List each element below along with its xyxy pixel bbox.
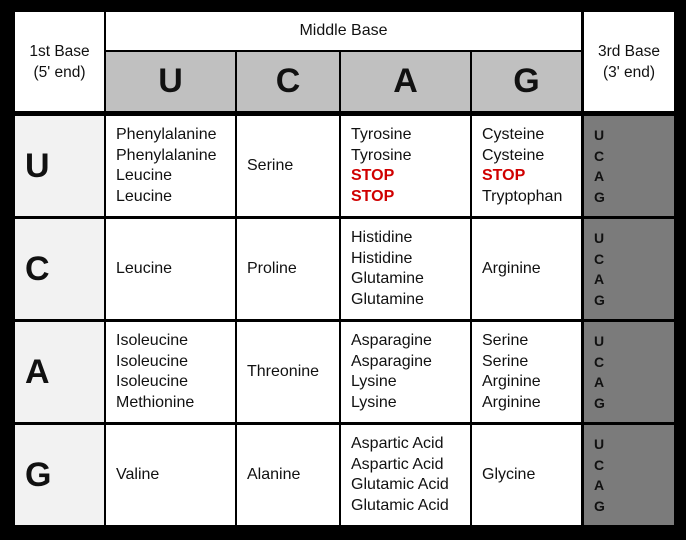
amino-acid: Leucine <box>116 259 173 277</box>
amino-acid: Cysteine <box>482 126 545 143</box>
amino-acid: Glutamine <box>351 290 424 308</box>
third-letter: C <box>594 456 605 473</box>
codon-cell-gg <box>472 425 581 525</box>
amino-acid: Phenylalanine <box>116 146 217 164</box>
middle-base-label: Middle Base <box>299 22 388 39</box>
third-base-end-label: (3' end) <box>602 63 656 81</box>
third-letter: A <box>594 374 605 390</box>
codon-cell-gc <box>237 425 339 525</box>
codon-cell-cg <box>472 219 581 319</box>
middle-letter: A <box>393 62 418 100</box>
third-letter: G <box>594 188 605 205</box>
first-letter: A <box>25 352 50 391</box>
amino-acid: Aspartic Acid <box>351 455 444 473</box>
amino-acid: Serine <box>482 332 529 349</box>
amino-acid: Cysteine <box>482 146 545 164</box>
amino-acid: Threonine <box>247 362 320 380</box>
amino-acid: Asparagine <box>351 332 432 349</box>
middle-letter: G <box>513 62 540 100</box>
first-letter: G <box>25 455 52 494</box>
amino-acid: Tryptophan <box>482 187 563 205</box>
middle-base-g-header <box>472 52 581 111</box>
amino-acid: Glutamine <box>351 270 424 287</box>
amino-acid: Phenylalanine <box>116 126 217 143</box>
codon-cell-ca <box>341 219 470 319</box>
amino-acid: Asparagine <box>351 352 432 370</box>
third-base-header <box>584 12 674 111</box>
amino-acid: Leucine <box>116 187 173 205</box>
third-letter: G <box>594 291 605 308</box>
amino-acid: Tyrosine <box>351 126 412 143</box>
third-base-label: 3rd Base <box>597 42 661 60</box>
third-letter: C <box>594 147 605 164</box>
amino-acid: Alanine <box>247 465 301 483</box>
codon-cell-cc <box>237 219 339 319</box>
amino-acid: Isoleucine <box>116 373 189 390</box>
first-base-label: 1st Base <box>29 42 90 60</box>
third-letter: C <box>594 353 605 370</box>
first-base-g <box>15 425 104 525</box>
middle-base-c-header <box>237 52 339 111</box>
amino-acid: Lysine <box>351 393 397 411</box>
amino-acid: Histidine <box>351 249 413 267</box>
middle-base-u-header <box>106 52 235 111</box>
third-letter: U <box>594 333 605 349</box>
third-letter: A <box>594 271 605 287</box>
amino-acid: Glutamic Acid <box>351 476 449 493</box>
first-letter: C <box>25 249 50 288</box>
amino-acid: Histidine <box>351 229 413 246</box>
third-letter: A <box>594 168 605 184</box>
amino-acid: Lysine <box>351 373 397 390</box>
third-letter: G <box>594 497 605 514</box>
stop-codon: STOP <box>351 167 395 184</box>
codon-cell-ga <box>341 425 470 525</box>
middle-letter: U <box>158 62 183 100</box>
middle-base-header <box>106 12 581 50</box>
codon-cell-ug <box>472 116 581 216</box>
first-base-a <box>15 322 104 422</box>
amino-acid: Glutamic Acid <box>351 496 449 514</box>
amino-acid: Serine <box>247 156 294 174</box>
third-base-cell-u <box>584 116 674 216</box>
first-letter: U <box>25 146 50 185</box>
codon-cell-ua <box>341 116 470 216</box>
third-letter: U <box>594 436 605 452</box>
codon-cell-uu <box>106 116 235 216</box>
amino-acid: Aspartic Acid <box>351 435 444 452</box>
amino-acid: Leucine <box>116 167 173 184</box>
third-base-cell-c <box>584 219 674 319</box>
third-letter: G <box>594 394 605 411</box>
first-base-u <box>15 116 104 216</box>
codon-cell-uc <box>237 116 339 216</box>
amino-acid: Arginine <box>482 259 541 277</box>
amino-acid: Arginine <box>482 373 541 390</box>
amino-acid: Serine <box>482 352 529 370</box>
stop-codon: STOP <box>482 167 526 184</box>
codon-cell-cu <box>106 219 235 319</box>
third-letter: U <box>594 230 605 246</box>
amino-acid: Valine <box>116 465 160 483</box>
amino-acid: Methionine <box>116 393 195 411</box>
codon-cell-ac <box>237 322 339 422</box>
codon-cell-gu <box>106 425 235 525</box>
amino-acid: Isoleucine <box>116 332 189 349</box>
amino-acid: Arginine <box>482 393 541 411</box>
third-letter: A <box>594 477 605 493</box>
third-base-cell-g <box>584 425 674 525</box>
codon-cell-aa <box>341 322 470 422</box>
first-base-c <box>15 219 104 319</box>
amino-acid: Isoleucine <box>116 352 189 370</box>
first-base-header <box>15 12 104 111</box>
third-letter: C <box>594 250 605 267</box>
stop-codon: STOP <box>351 187 395 205</box>
codon-cell-ag <box>472 322 581 422</box>
middle-base-a-header <box>341 52 470 111</box>
amino-acid: Glycine <box>482 465 536 483</box>
amino-acid: Proline <box>247 259 297 277</box>
third-letter: U <box>594 127 605 143</box>
third-base-cell-a <box>584 322 674 422</box>
amino-acid: Tyrosine <box>351 146 412 164</box>
first-base-end-label: (5' end) <box>33 63 86 81</box>
codon-cell-au <box>106 322 235 422</box>
middle-letter: C <box>275 62 301 100</box>
